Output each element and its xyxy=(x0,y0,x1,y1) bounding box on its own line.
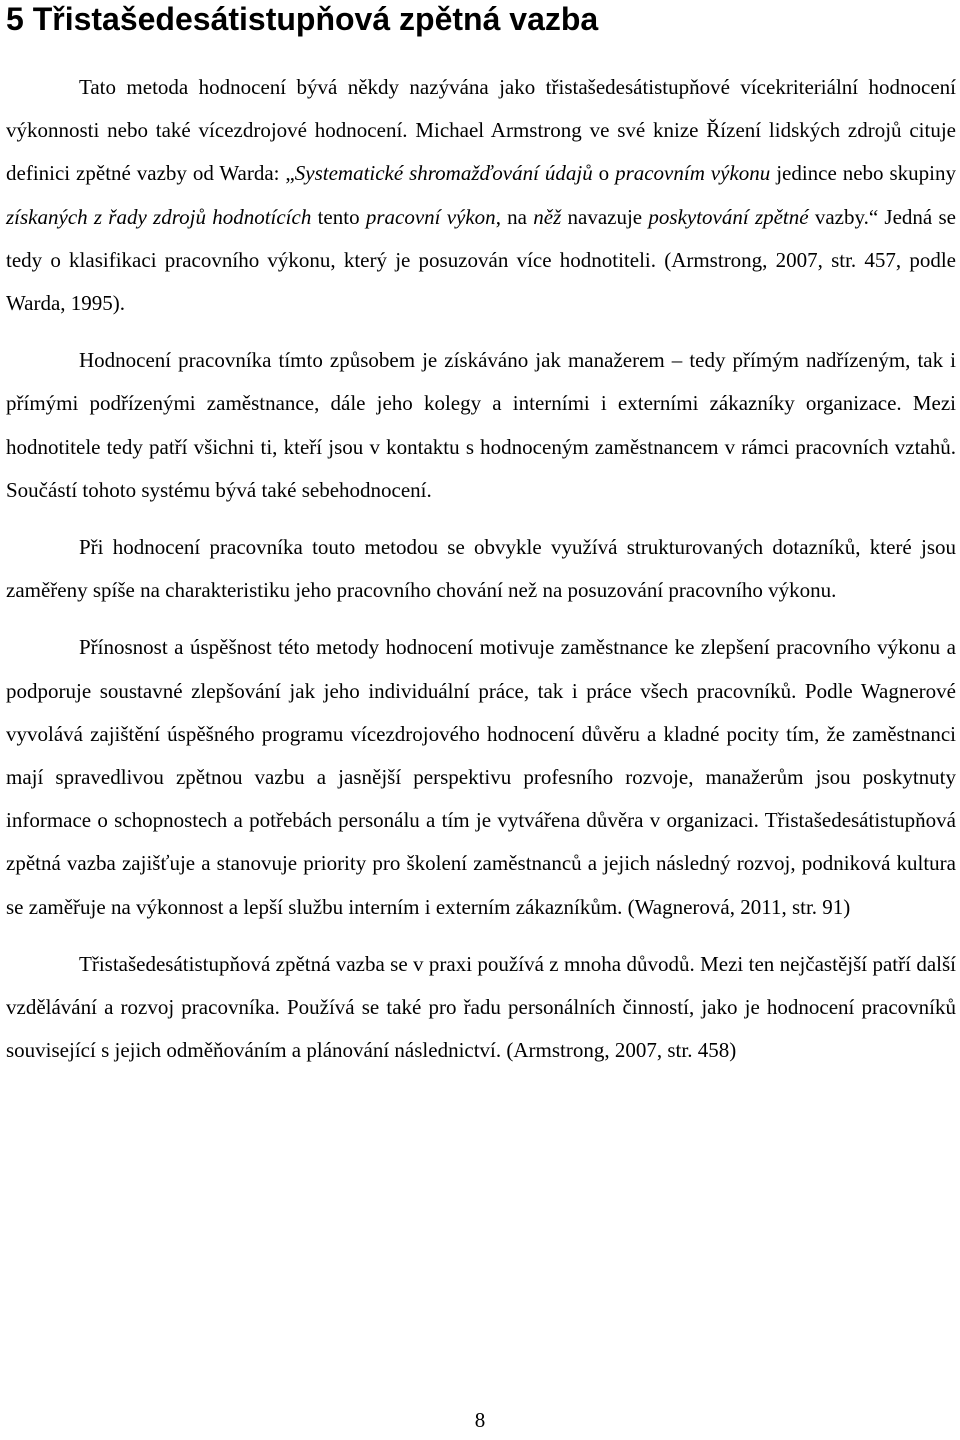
paragraph xyxy=(6,526,956,612)
text-run: , na xyxy=(495,204,534,229)
paragraph xyxy=(6,339,956,512)
text-run: navazuje xyxy=(561,204,649,229)
paragraph xyxy=(6,943,956,1073)
paragraph xyxy=(6,626,956,928)
text-run: Přínosnost a úspěšnost této metody hodnocení motivuje zaměstnance ke zlepšení pracovního výkonu a podporuje soustavné zlepšování jak jeho individuální práce, tak i práce všech pracovníků. Podle Wagnerové vyvolává zajištění úspěšného programu vícezdrojového hodnocení důvěru a kladné pocity tím, že zaměstnanci mají spravedlivou zpětnou vazbu a jasnější perspektivu profesního rozvoje, manažerům jsou poskytnuty informace o schopnostech a potřebách personálu a tím je vytvářena důvěra v organizaci. Třistašedesátistupňová zpětná vazba zajišťuje a stanovuje priority pro školení zaměstnanců a jejich následný rozvoj, podniková kultura se zaměřuje na výkonnost a lepší službu interním i externím zákazníkům. (Wagnerová, 2011, str. 91) xyxy=(6,635,956,919)
page-number: 8 xyxy=(474,1408,486,1432)
italic-text: pracovní výkon xyxy=(365,204,496,229)
text-run: Třistašedesátistupňová zpětná vazba se v praxi používá z mnoha důvodů. Mezi ten nejčastější patří další vzdělávání a rozvoj pracovníka. Používá se také pro řadu personálních činností, jako je hodnocení pracovníků související s jejich odměňováním a plánování následnictví. (Armstrong, 2007, str. 458) xyxy=(6,951,956,1063)
paragraph xyxy=(6,66,956,325)
text-run: Tato metoda hodnocení bývá někdy nazývána jako třistašedesátistupňové vícekriteriální hodnocení výkonnosti nebo také vícezdrojové hodnocení. Michael Armstrong ve své knize Řízení lidských zdrojů cituje definici zpětné vazby od Warda: „ xyxy=(6,75,956,186)
italic-text: něž xyxy=(533,204,562,229)
text-run: Hodnocení pracovníka tímto způsobem je získáváno jak manažerem – tedy přímým nadřízeným, tak i přímými podřízenými zaměstnance, dále jeho kolegy a interními i externími zákazníky organizace. Mezi hodnotitele tedy patří všichni ti, kteří jsou v kontaktu s hodnoceným zaměstnancem v rámci pracovních vztahů. Součástí tohoto systému bývá také sebehodnocení. xyxy=(6,348,956,502)
text-run: tento xyxy=(311,204,366,229)
italic-text: získaných z řady zdrojů hodnotících xyxy=(6,204,312,229)
body-text xyxy=(6,66,956,1072)
text-run: jedince nebo skupiny xyxy=(770,161,956,186)
chapter-heading: 5 Třistašedesátistupňová zpětná vazba xyxy=(6,1,599,37)
text-run: o xyxy=(592,161,616,186)
italic-text: poskytování zpětné xyxy=(648,204,809,229)
text-run: vazby.“ Jedná se tedy o klasifikaci pracovního výkonu, který je posuzován více hodnotiteli. (Armstrong, 2007, str. 457, podle Warda, 1995). xyxy=(6,204,956,316)
italic-text: Systematické shromažďování údajů xyxy=(294,161,593,186)
text-run: Při hodnocení pracovníka touto metodou se obvykle využívá strukturovaných dotazníků, které jsou zaměřeny spíše na charakteristiku jeho pracovního chování než na posuzování pracovního výkonu. xyxy=(6,535,956,603)
italic-text: pracovním výkonu xyxy=(615,161,771,186)
